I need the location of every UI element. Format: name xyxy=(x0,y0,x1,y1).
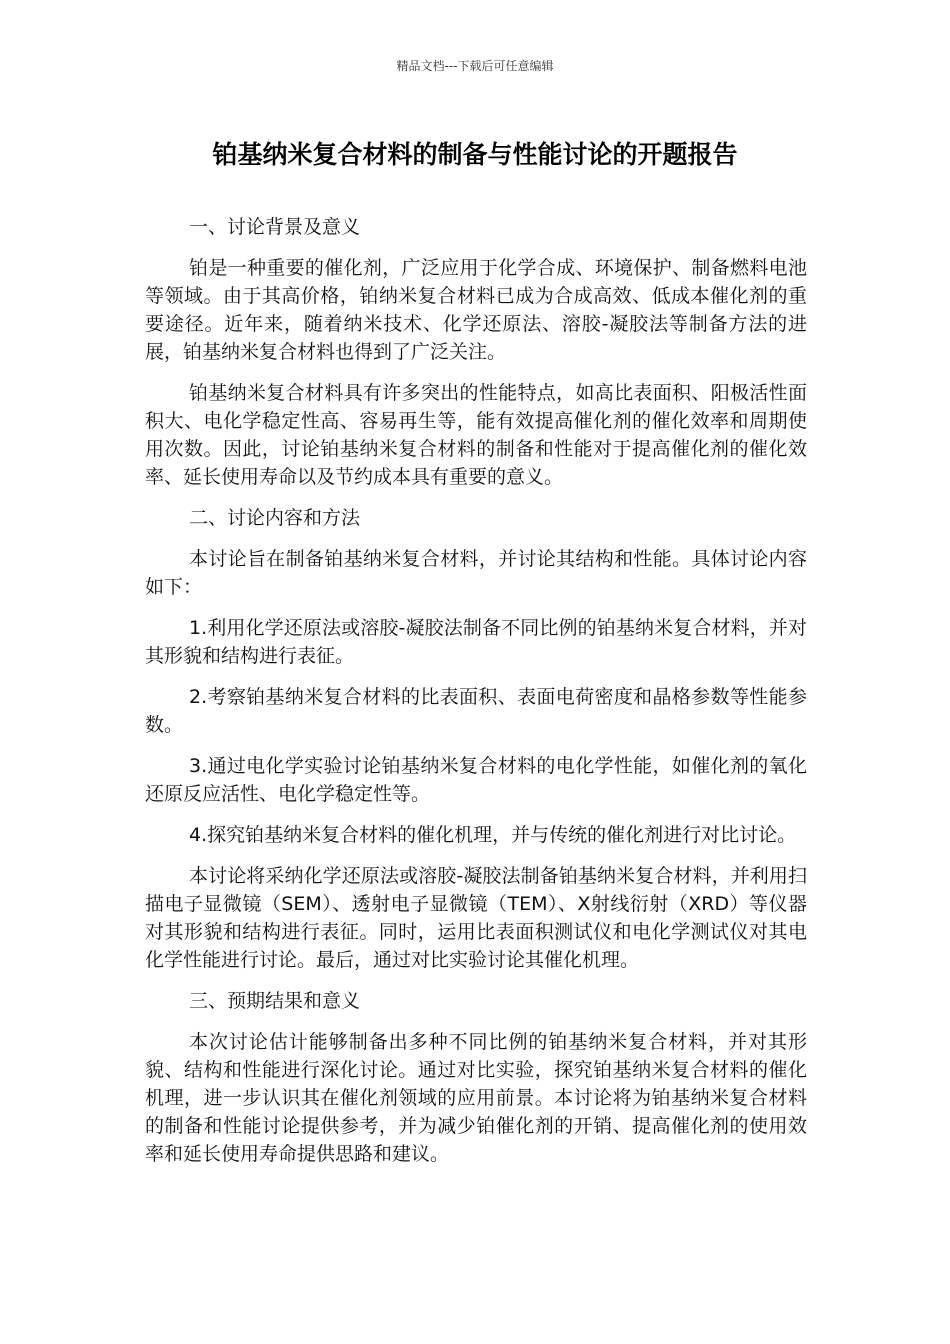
list-item: 1.利用化学还原法或溶胶-凝胶法制备不同比例的铂基纳米复合材料，并对其形貌和结构进行表征。 xyxy=(145,617,807,667)
list-item: 2.考察铂基纳米复合材料的比表面积、表面电荷密度和晶格参数等性能参数。 xyxy=(145,686,807,736)
section-heading: 一、讨论背景及意义 xyxy=(189,216,361,238)
document-body xyxy=(145,213,807,1181)
section-content-methods xyxy=(145,504,807,974)
section-heading: 二、讨论内容和方法 xyxy=(189,507,361,529)
body-paragraph: 本次讨论估计能够制备出多种不同比例的铂基纳米复合材料，并对其形貌、结构和性能进行深化讨论。通过对比实验，探究铂基纳米复合材料的催化机理，进一步认识其在催化剂领域的应用前景。本讨论将为铂基纳米复合材料的制备和性能讨论提供参考，并为减少铂催化剂的开销、提高催化剂的使用效率和延长使用寿命提供思路和建议。 xyxy=(145,1031,807,1165)
section-expected-results xyxy=(145,987,807,1168)
document-title: 铂基纳米复合材料的制备与性能讨论的开题报告 xyxy=(212,140,738,169)
section-background xyxy=(145,213,807,491)
header-note: 精品文档---下载后可任意编辑 xyxy=(396,59,554,73)
section-heading: 三、预期结果和意义 xyxy=(189,990,361,1012)
body-paragraph: 本讨论旨在制备铂基纳米复合材料，并讨论其结构和性能。具体讨论内容如下： xyxy=(145,548,807,598)
body-paragraph: 铂是一种重要的催化剂，广泛应用于化学合成、环境保护、制备燃料电池等领域。由于其高价格，铂纳米复合材料已成为合成高效、低成本催化剂的重要途径。近年来，随着纳米技术、化学还原法、溶胶-凝胶法等制备方法的进展，铂基纳米复合材料也得到了广泛关注。 xyxy=(145,257,807,363)
body-paragraph: 本讨论将采纳化学还原法或溶胶-凝胶法制备铂基纳米复合材料，并利用扫描电子显微镜（SEM）、透射电子显微镜（TEM）、X射线衍射（XRD）等仪器对其形貌和结构进行表征。同时，运用比表面积测试仪和电化学测试仪对其电化学性能进行讨论。最后，通过对比实验讨论其催化机理。 xyxy=(145,865,807,971)
list-item: 4.探究铂基纳米复合材料的催化机理，并与传统的催化剂进行对比讨论。 xyxy=(189,824,797,846)
body-paragraph: 铂基纳米复合材料具有许多突出的性能特点，如高比表面积、阳极活性面积大、电化学稳定性高、容易再生等，能有效提高催化剂的催化效率和周期使用次数。因此，讨论铂基纳米复合材料的制备和性能对于提高催化剂的催化效率、延长使用寿命以及节约成本具有重要的意义。 xyxy=(145,382,807,488)
list-item: 3.通过电化学实验讨论铂基纳米复合材料的电化学性能，如催化剂的氧化还原反应活性、电化学稳定性等。 xyxy=(145,755,807,805)
